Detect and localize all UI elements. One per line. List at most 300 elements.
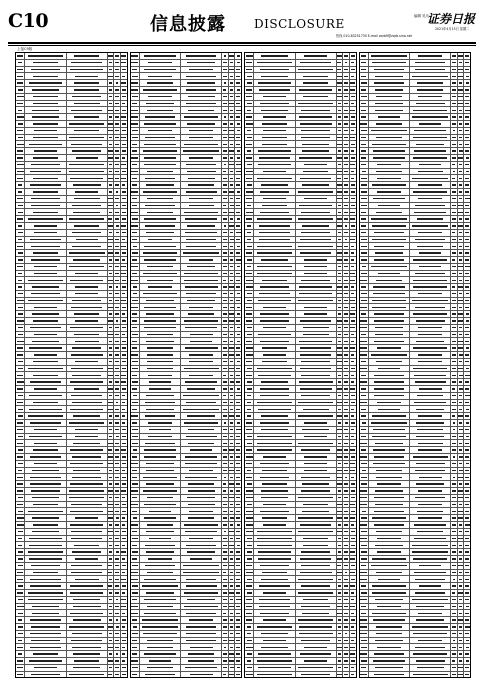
table-cell	[229, 542, 236, 548]
table-cell	[350, 597, 356, 603]
table-cell	[140, 107, 181, 113]
table-cell	[229, 454, 236, 460]
table-cell	[337, 644, 344, 650]
table-cell	[296, 549, 337, 555]
illegible-text	[75, 293, 98, 294]
illegible-text	[452, 402, 456, 403]
illegible-text	[344, 483, 347, 484]
illegible-text	[458, 225, 462, 226]
table-cell	[451, 536, 458, 542]
illegible-text	[132, 300, 138, 301]
table-cell	[350, 332, 356, 338]
table-cell	[140, 141, 181, 147]
table-cell	[337, 651, 344, 657]
table-cell	[25, 271, 66, 277]
illegible-text	[122, 171, 126, 172]
illegible-text	[361, 415, 366, 416]
table-cell	[131, 610, 140, 616]
table-cell	[410, 359, 451, 365]
illegible-text	[31, 490, 61, 491]
table-cell	[235, 148, 241, 154]
illegible-text	[351, 368, 355, 369]
table-row	[16, 515, 127, 522]
table-cell	[121, 379, 127, 385]
illegible-text	[121, 62, 126, 63]
illegible-text	[31, 626, 59, 627]
illegible-text	[17, 592, 23, 593]
illegible-text	[131, 572, 138, 573]
illegible-text	[350, 239, 355, 240]
illegible-text	[452, 415, 455, 416]
table-cell	[451, 454, 458, 460]
illegible-text	[122, 395, 125, 396]
table-row	[245, 434, 356, 441]
table-cell	[181, 162, 222, 168]
illegible-text	[246, 191, 253, 192]
illegible-text	[258, 334, 292, 335]
table-cell	[229, 284, 236, 290]
table-cell	[254, 230, 295, 236]
table-cell	[245, 400, 254, 406]
illegible-text	[361, 116, 366, 117]
table-cell	[222, 488, 229, 494]
illegible-text	[351, 171, 354, 172]
illegible-text	[132, 470, 137, 471]
illegible-text	[259, 293, 289, 294]
illegible-text	[459, 144, 463, 145]
table-cell	[350, 107, 356, 113]
table-cell	[114, 101, 121, 107]
illegible-text	[413, 110, 446, 111]
illegible-text	[246, 463, 251, 464]
table-cell	[296, 230, 337, 236]
table-cell	[369, 271, 410, 277]
table-row	[360, 73, 471, 80]
table-cell	[245, 434, 254, 440]
illegible-text	[261, 579, 288, 580]
table-cell	[235, 549, 241, 555]
illegible-text	[230, 429, 234, 430]
table-cell	[458, 617, 465, 623]
table-row	[16, 311, 127, 318]
table-cell	[25, 556, 66, 562]
illegible-text	[33, 103, 58, 104]
table-cell	[296, 672, 337, 678]
table-cell	[131, 291, 140, 297]
illegible-text	[262, 280, 288, 281]
table-cell	[360, 209, 369, 215]
illegible-text	[108, 443, 113, 444]
table-cell	[451, 413, 458, 419]
table-cell	[369, 345, 410, 351]
table-cell	[464, 672, 470, 678]
table-cell	[337, 488, 344, 494]
table-cell	[360, 617, 369, 623]
table-cell	[451, 73, 458, 79]
illegible-text	[344, 667, 349, 668]
table-cell	[229, 298, 236, 304]
illegible-text	[262, 470, 287, 471]
table-row	[16, 107, 127, 114]
table-row	[245, 583, 356, 590]
table-cell	[254, 631, 295, 637]
table-cell	[369, 644, 410, 650]
table-cell	[337, 434, 344, 440]
table-row	[16, 203, 127, 210]
table-cell	[140, 87, 181, 93]
illegible-text	[223, 538, 226, 539]
table-cell	[181, 230, 222, 236]
table-cell	[343, 570, 350, 576]
illegible-text	[223, 354, 227, 355]
table-row	[16, 556, 127, 563]
table-cell	[131, 196, 140, 202]
illegible-text	[132, 565, 138, 566]
illegible-text	[452, 184, 455, 185]
illegible-text	[144, 320, 177, 321]
illegible-text	[229, 674, 234, 675]
illegible-text	[344, 164, 348, 165]
illegible-text	[223, 524, 228, 525]
table-cell	[114, 590, 121, 596]
illegible-text	[453, 171, 456, 172]
table-row	[360, 298, 471, 305]
illegible-text	[337, 361, 341, 362]
illegible-text	[301, 137, 330, 138]
table-cell	[131, 542, 140, 548]
illegible-text	[452, 409, 456, 410]
table-cell	[464, 148, 470, 154]
table-cell	[181, 87, 222, 93]
table-cell	[67, 352, 108, 358]
illegible-text	[185, 477, 216, 478]
table-cell	[350, 529, 356, 535]
illegible-text	[465, 388, 469, 389]
illegible-text	[185, 286, 218, 287]
table-cell	[181, 515, 222, 521]
table-cell	[140, 495, 181, 501]
table-cell	[360, 447, 369, 453]
table-row	[16, 379, 127, 386]
illegible-text	[236, 116, 240, 117]
table-cell	[343, 366, 350, 372]
table-cell	[222, 352, 229, 358]
table-cell	[235, 495, 241, 501]
table-cell	[337, 440, 344, 446]
table-cell	[254, 141, 295, 147]
illegible-text	[361, 239, 367, 240]
illegible-text	[338, 443, 341, 444]
table-cell	[121, 536, 127, 542]
illegible-text	[133, 626, 137, 627]
table-cell	[67, 175, 108, 181]
table-row	[360, 617, 471, 624]
illegible-text	[361, 565, 366, 566]
table-cell	[451, 128, 458, 134]
illegible-text	[147, 198, 173, 199]
table-row	[16, 230, 127, 237]
illegible-text	[338, 524, 342, 525]
table-cell	[114, 461, 121, 467]
table-cell	[235, 141, 241, 147]
illegible-text	[236, 436, 240, 437]
illegible-text	[465, 116, 469, 117]
illegible-text	[300, 123, 332, 124]
illegible-text	[247, 266, 252, 267]
illegible-text	[223, 76, 227, 77]
table-cell	[181, 631, 222, 637]
table-cell	[360, 604, 369, 610]
table-cell	[229, 665, 236, 671]
table-cell	[140, 169, 181, 175]
illegible-text	[122, 89, 126, 90]
illegible-text	[466, 347, 469, 348]
table-cell	[25, 529, 66, 535]
illegible-text	[223, 150, 228, 151]
illegible-text	[337, 252, 341, 253]
illegible-text	[109, 300, 112, 301]
table-cell	[350, 461, 356, 467]
illegible-text	[132, 551, 138, 552]
table-row	[360, 529, 471, 536]
table-cell	[140, 264, 181, 270]
table-cell	[451, 508, 458, 514]
table-cell	[350, 576, 356, 582]
illegible-text	[34, 273, 58, 274]
table-cell	[451, 522, 458, 528]
illegible-text	[459, 504, 463, 505]
table-row	[131, 427, 242, 434]
illegible-text	[187, 266, 214, 267]
table-cell	[369, 413, 410, 419]
table-cell	[131, 454, 140, 460]
illegible-text	[415, 205, 445, 206]
table-cell	[181, 529, 222, 535]
table-cell	[229, 182, 236, 188]
table-cell	[245, 366, 254, 372]
illegible-text	[108, 76, 112, 77]
table-cell	[131, 141, 140, 147]
illegible-text	[337, 218, 342, 219]
illegible-text	[459, 626, 462, 627]
table-row	[360, 366, 471, 373]
table-cell	[464, 271, 470, 277]
illegible-text	[229, 347, 234, 348]
table-cell	[229, 175, 236, 181]
table-cell	[235, 311, 241, 317]
illegible-text	[223, 409, 227, 410]
illegible-text	[33, 191, 57, 192]
illegible-text	[375, 504, 403, 505]
table-cell	[121, 508, 127, 514]
table-cell	[369, 556, 410, 562]
illegible-text	[417, 531, 442, 532]
table-row	[131, 216, 242, 223]
table-cell	[25, 542, 66, 548]
table-cell	[254, 114, 295, 120]
table-cell	[464, 87, 470, 93]
table-cell	[451, 291, 458, 297]
table-cell	[369, 318, 410, 324]
table-cell	[296, 474, 337, 480]
table-cell	[410, 209, 451, 215]
table-cell	[350, 495, 356, 501]
illegible-text	[33, 157, 58, 158]
illegible-text	[298, 517, 332, 518]
illegible-text	[237, 667, 240, 668]
illegible-text	[257, 266, 293, 267]
table-row	[245, 549, 356, 556]
table-row	[245, 359, 356, 366]
illegible-text	[304, 660, 326, 661]
table-cell	[181, 495, 222, 501]
table-cell	[16, 597, 25, 603]
table-row	[16, 583, 127, 590]
table-cell	[343, 53, 350, 59]
table-cell	[229, 352, 236, 358]
illegible-text	[465, 558, 469, 559]
illegible-text	[344, 463, 347, 464]
illegible-text	[230, 381, 234, 382]
illegible-text	[33, 178, 58, 179]
table-cell	[360, 454, 369, 460]
table-cell	[245, 237, 254, 243]
table-cell	[140, 243, 181, 249]
illegible-text	[260, 613, 288, 614]
table-cell	[16, 400, 25, 406]
illegible-text	[338, 341, 342, 342]
illegible-text	[452, 116, 456, 117]
table-cell	[245, 529, 254, 535]
table-cell	[235, 318, 241, 324]
table-cell	[181, 386, 222, 392]
table-cell	[67, 148, 108, 154]
illegible-text	[466, 76, 469, 77]
illegible-text	[72, 551, 101, 552]
table-cell	[16, 223, 25, 229]
table-cell	[360, 549, 369, 555]
table-cell	[410, 597, 451, 603]
table-cell	[245, 277, 254, 283]
table-cell	[235, 175, 241, 181]
table-row	[245, 121, 356, 128]
table-cell	[67, 434, 108, 440]
illegible-text	[145, 415, 175, 416]
table-row	[16, 87, 127, 94]
illegible-text	[452, 551, 455, 552]
table-row	[360, 148, 471, 155]
table-cell	[140, 481, 181, 487]
illegible-text	[17, 504, 23, 505]
table-cell	[140, 570, 181, 576]
table-cell	[410, 318, 451, 324]
table-cell	[369, 80, 410, 86]
table-cell	[108, 223, 115, 229]
table-row	[16, 427, 127, 434]
illegible-text	[361, 164, 366, 165]
table-cell	[464, 318, 470, 324]
table-cell	[229, 80, 236, 86]
illegible-text	[337, 483, 342, 484]
table-cell	[464, 60, 470, 66]
illegible-text	[144, 123, 176, 124]
illegible-text	[337, 62, 341, 63]
illegible-text	[361, 449, 366, 450]
table-cell	[181, 107, 222, 113]
illegible-text	[415, 273, 444, 274]
illegible-text	[246, 96, 252, 97]
illegible-text	[17, 606, 24, 607]
illegible-text	[247, 327, 252, 328]
illegible-text	[373, 150, 405, 151]
illegible-text	[361, 409, 365, 410]
table-cell	[296, 325, 337, 331]
table-cell	[254, 447, 295, 453]
table-cell	[451, 257, 458, 263]
table-cell	[245, 454, 254, 460]
illegible-text	[236, 178, 241, 179]
illegible-text	[109, 69, 112, 70]
illegible-text	[361, 273, 367, 274]
illegible-text	[415, 69, 444, 70]
illegible-text	[344, 184, 347, 185]
table-cell	[245, 291, 254, 297]
table-row	[16, 563, 127, 570]
table-cell	[121, 359, 127, 365]
table-cell	[343, 223, 350, 229]
illegible-text	[361, 110, 366, 111]
table-row	[245, 345, 356, 352]
illegible-text	[361, 130, 367, 131]
illegible-text	[69, 252, 105, 253]
table-cell	[229, 495, 236, 501]
table-cell	[25, 495, 66, 501]
table-cell	[181, 549, 222, 555]
illegible-text	[338, 545, 341, 546]
illegible-text	[122, 504, 126, 505]
table-cell	[369, 434, 410, 440]
illegible-text	[350, 606, 354, 607]
illegible-text	[372, 239, 406, 240]
illegible-text	[109, 395, 113, 396]
illegible-text	[109, 341, 113, 342]
table-cell	[458, 665, 465, 671]
table-cell	[121, 338, 127, 344]
table-cell	[458, 515, 465, 521]
illegible-text	[34, 232, 57, 233]
illegible-text	[344, 497, 348, 498]
table-cell	[25, 60, 66, 66]
table-cell	[343, 304, 350, 310]
illegible-text	[122, 232, 126, 233]
illegible-text	[133, 517, 137, 518]
illegible-text	[299, 157, 333, 158]
table-cell	[245, 515, 254, 521]
table-row	[131, 209, 242, 216]
table-cell	[108, 332, 115, 338]
table-cell	[222, 87, 229, 93]
illegible-text	[236, 96, 240, 97]
table-cell	[16, 488, 25, 494]
table-cell	[343, 359, 350, 365]
table-cell	[451, 352, 458, 358]
illegible-text	[144, 218, 175, 219]
table-cell	[350, 352, 356, 358]
table-cell	[410, 182, 451, 188]
illegible-text	[185, 232, 217, 233]
illegible-text	[466, 606, 469, 607]
illegible-text	[465, 626, 470, 627]
